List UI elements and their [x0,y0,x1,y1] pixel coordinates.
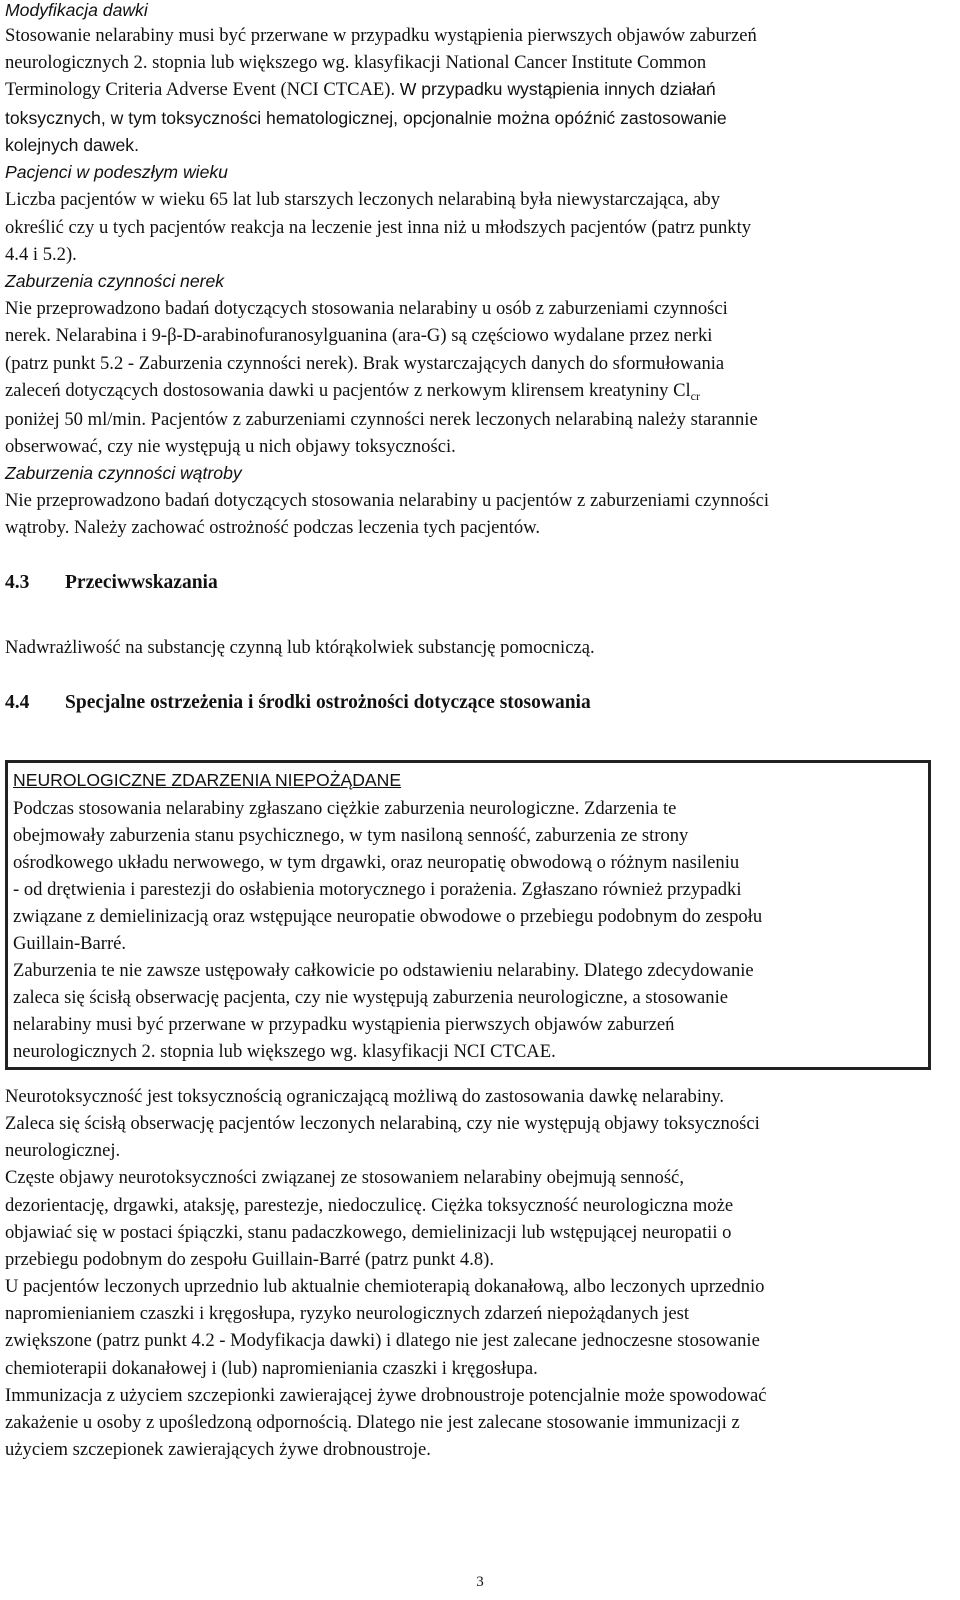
paragraph-line: użyciem szczepionek zawierających żywe drobnoustroje. [5,1439,431,1460]
warning-line: Podczas stosowania nelarabiny zgłaszano ciężkie zaburzenia neurologiczne. Zdarzenia te [13,798,677,819]
dose-modification-heading: Modyfikacja dawki [5,0,148,20]
paragraph-line: dezorientację, drgawki, ataksję, parestezje, niedoczulicę. Ciężka toksyczność neurologiczna może [5,1195,734,1216]
section-number: 4.4 [5,692,30,713]
warning-line: związane z demielinizacją oraz wstępujące neuropatie obwodowe o przebiegu podobnym do zespołu [13,906,763,927]
paragraph-line: kolejnych dawek. [5,135,139,155]
warning-line: - od drętwienia i parestezji do osłabienia motorycznego i porażenia. Zgłaszano również przypadki [13,879,742,900]
renal-heading: Zaburzenia czynności nerek [5,271,225,291]
section-4-4-heading [5,689,591,717]
paragraph-line: Immunizacja z użyciem szczepionki zawierającej żywe drobnoustroje potencjalnie może spowodować [5,1385,767,1406]
paragraph-line: Częste objawy neurotoksyczności związanej ze stosowaniem nelarabiny obejmują senność, [5,1167,684,1188]
paragraph-line: U pacjentów leczonych uprzednio lub aktualnie chemioterapią dokanałową, albo leczonych uprzednio [5,1276,765,1297]
paragraph-line: obserwować, czy nie występują u nich objawy toksyczności. [5,436,456,457]
page-number: 3 [476,1574,484,1590]
paragraph-line: napromienianiem czaszki i kręgosłupa, ryzyko neurologicznych zdarzeń niepożądanych jest [5,1303,690,1324]
hepatic-heading: Zaburzenia czynności wątroby [5,463,242,483]
elderly-heading: Pacjenci w podeszłym wieku [5,162,228,182]
paragraph-line: zakażenie u osoby z upośledzoną odpornością. Dlatego nie jest zalecane stosowanie immunizacji z [5,1412,740,1433]
paragraph-line: Stosowanie nelarabiny musi być przerwane w przypadku wystąpienia pierwszych objawów zaburzeń [5,25,757,46]
paragraph-line [5,76,716,103]
paragraph-line: chemioterapii dokanałowej i (lub) napromieniania czaszki i kręgosłupa. [5,1358,538,1379]
paragraph-fragment: Terminology Criteria Adverse Event (NCI CTCAE). [5,79,396,100]
warning-box-title: NEUROLOGICZNE ZDARZENIA NIEPOŻĄDANE [13,770,402,790]
contraindications-text: Nadwrażliwość na substancję czynną lub którąkolwiek substancję pomocniczą. [5,637,595,658]
paragraph-line: Nie przeprowadzono badań dotyczących stosowania nelarabiny u pacjentów z zaburzeniami czynności [5,490,770,511]
paragraph-line: przebiegu podobnym do zespołu Guillain-Barré (patrz punkt 4.8). [5,1249,494,1270]
paragraph-line: Zaleca się ścisłą obserwację pacjentów leczonych nelarabiną, czy nie występują objawy toksyczności [5,1113,760,1134]
paragraph-line: (patrz punkt 5.2 - Zaburzenia czynności nerek). Brak wystarczających danych do sformułowania [5,353,725,374]
warning-box [5,760,931,1070]
section-title: Specjalne ostrzeżenia i środki ostrożności dotyczące stosowania [65,692,591,713]
paragraph-fragment: W przypadku wystąpienia innych działań [399,79,716,99]
warning-line: Zaburzenia te nie zawsze ustępowały całkowicie po odstawieniu nelarabiny. Dlatego zdecydowanie [13,960,754,981]
paragraph-line: określić czy u tych pacjentów reakcja na leczenie jest inna niż u młodszych pacjentów (patrz punkty [5,217,752,238]
paragraph-line: Neurotoksyczność jest toksycznością ograniczającą możliwą do zastosowania dawkę nelarabiny. [5,1086,725,1107]
paragraph-line: Nie przeprowadzono badań dotyczących stosowania nelarabiny u osób z zaburzeniami czynności [5,298,728,319]
subscript-cr: cr [690,389,700,403]
paragraph-fragment: zaleceń dotyczących dostosowania dawki u pacjentów z nerkowym klirensem kreatyniny Cl [5,380,691,401]
warning-line: Guillain-Barré. [13,933,127,954]
section-title: Przeciwwskazania [65,572,218,593]
paragraph-line [5,377,700,404]
paragraph-line: toksycznych, w tym toksyczności hematologicznej, opcjonalnie można opóźnić zastosowanie [5,108,727,128]
paragraph-line: wątroby. Należy zachować ostrożność podczas leczenia tych pacjentów. [5,517,541,538]
warning-line: neurologicznych 2. stopnia lub większego wg. klasyfikacji NCI CTCAE. [13,1041,556,1062]
warning-line: nelarabiny musi być przerwane w przypadku wystąpienia pierwszych objawów zaburzeń [13,1014,675,1035]
warning-line: ośrodkowego układu nerwowego, w tym drgawki, oraz neuropatię obwodową o różnym nasileniu [13,852,740,873]
section-number: 4.3 [5,572,30,593]
paragraph-line: zwiększone (patrz punkt 4.2 - Modyfikacja dawki) i dlatego nie jest zalecane jednoczesne stosowanie [5,1330,760,1351]
paragraph-line: poniżej 50 ml/min. Pacjentów z zaburzeniami czynności nerek leczonych nelarabiną należy starannie [5,409,758,430]
warning-line: obejmowały zaburzenia stanu psychicznego, w tym nasiloną senność, zaburzenia ze strony [13,825,689,846]
paragraph-line: neurologicznych 2. stopnia lub większego wg. klasyfikacji National Cancer Institute Common [5,52,707,73]
paragraph-line: nerek. Nelarabina i 9-β-D-arabinofuranosylguanina (ara-G) są częściowo wydalane przez nerki [5,325,713,346]
warning-line: zaleca się ścisłą obserwację pacjenta, czy nie występują zaburzenia neurologiczne, a stosowanie [13,987,729,1008]
paragraph-line: 4.4 i 5.2). [5,244,77,265]
paragraph-line: Liczba pacjentów w wieku 65 lat lub starszych leczonych nelarabiną była niewystarczająca, aby [5,189,721,210]
paragraph-line: objawiać się w postaci śpiączki, stanu padaczkowego, demielinizacji lub wstępującej neuropatii o [5,1222,732,1243]
section-4-3-heading [5,569,218,597]
paragraph-line: neurologicznej. [5,1140,121,1161]
